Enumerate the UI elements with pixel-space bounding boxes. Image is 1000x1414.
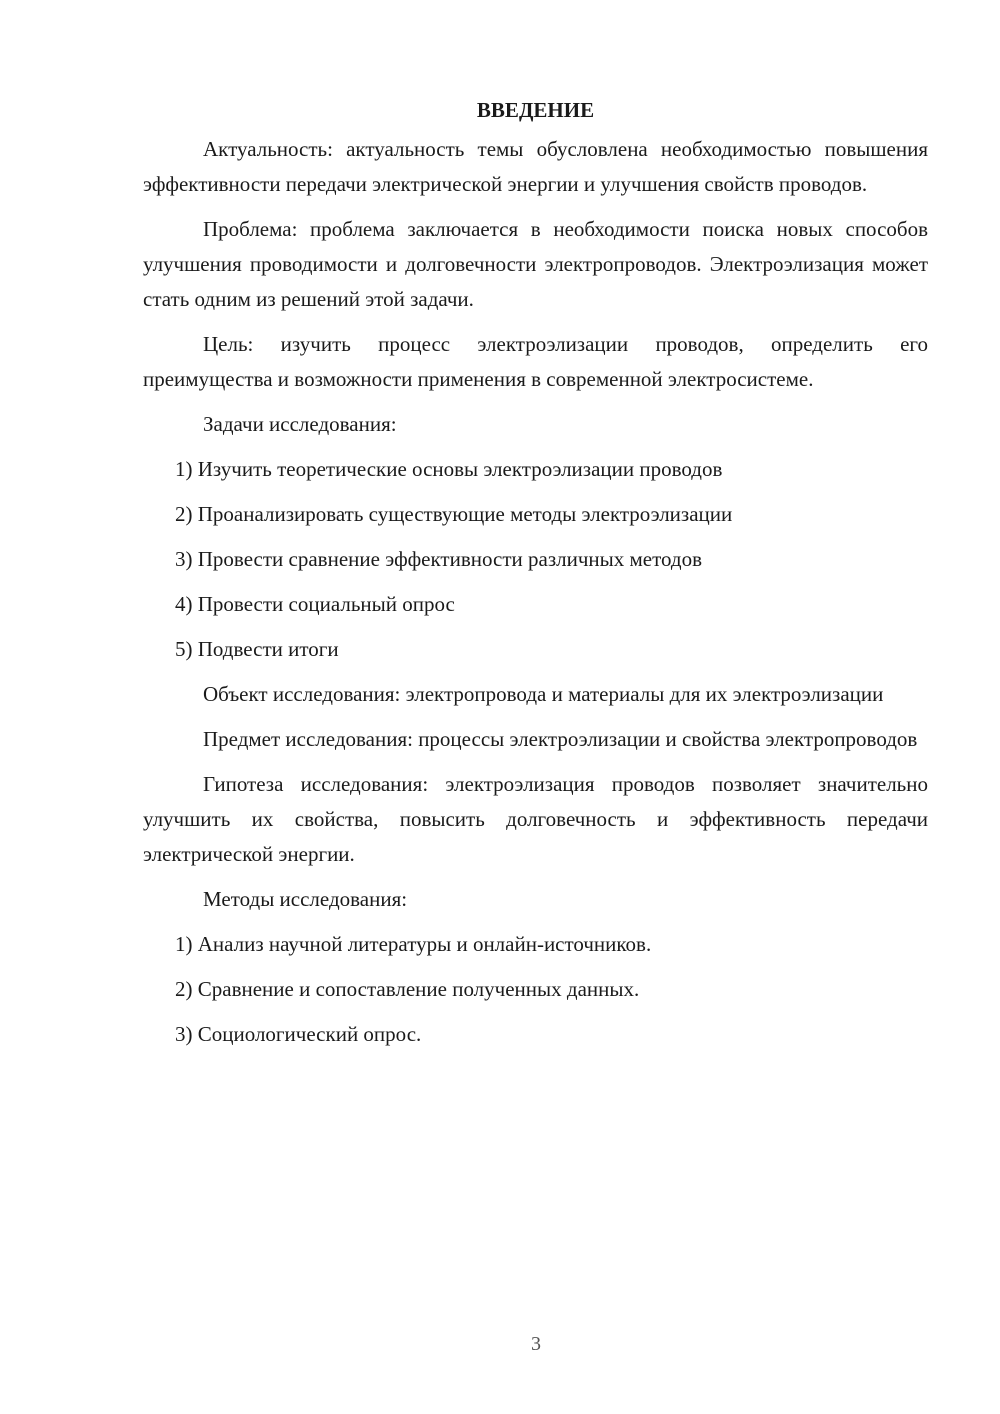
goal-paragraph: Цель: изучить процесс электроэлизации проводов, определить его преимущества и возможности применения в современной электросистеме. bbox=[143, 332, 928, 391]
task-item: 2) Проанализировать существующие методы электроэлизации bbox=[175, 502, 733, 526]
object-paragraph: Объект исследования: электропровода и материалы для их электроэлизации bbox=[203, 682, 884, 706]
method-item: 3) Социологический опрос. bbox=[175, 1022, 422, 1046]
methods-label: Методы исследования: bbox=[203, 887, 408, 911]
tasks-label: Задачи исследования: bbox=[203, 412, 397, 436]
problem-paragraph: Проблема: проблема заключается в необходимости поиска новых способов улучшения проводимости и долговечности электропроводов. Электроэлизация может стать одним из решений этой задачи. bbox=[143, 217, 928, 311]
relevance-paragraph: Актуальность: актуальность темы обусловлена необходимостью повышения эффективности передачи электрической энергии и улучшения свойств проводов. bbox=[143, 137, 928, 196]
task-item: 4) Провести социальный опрос bbox=[175, 592, 455, 616]
task-item: 3) Провести сравнение эффективности различных методов bbox=[175, 547, 702, 571]
hypothesis-paragraph: Гипотеза исследования: электроэлизация проводов позволяет значительно улучшить их свойства, повысить долговечность и эффективность передачи электрической энергии. bbox=[143, 772, 928, 866]
section-title: ВВЕДЕНИЕ bbox=[476, 98, 595, 122]
document-page bbox=[143, 92, 928, 1062]
method-item: 2) Сравнение и сопоставление полученных данных. bbox=[175, 977, 640, 1001]
task-item: 5) Подвести итоги bbox=[175, 637, 339, 661]
method-item: 1) Анализ научной литературы и онлайн-источников. bbox=[175, 932, 652, 956]
task-item: 1) Изучить теоретические основы электроэлизации проводов bbox=[175, 457, 723, 481]
page-number: 3 bbox=[531, 1333, 541, 1355]
subject-paragraph: Предмет исследования: процессы электроэлизации и свойства электропроводов bbox=[203, 727, 918, 751]
